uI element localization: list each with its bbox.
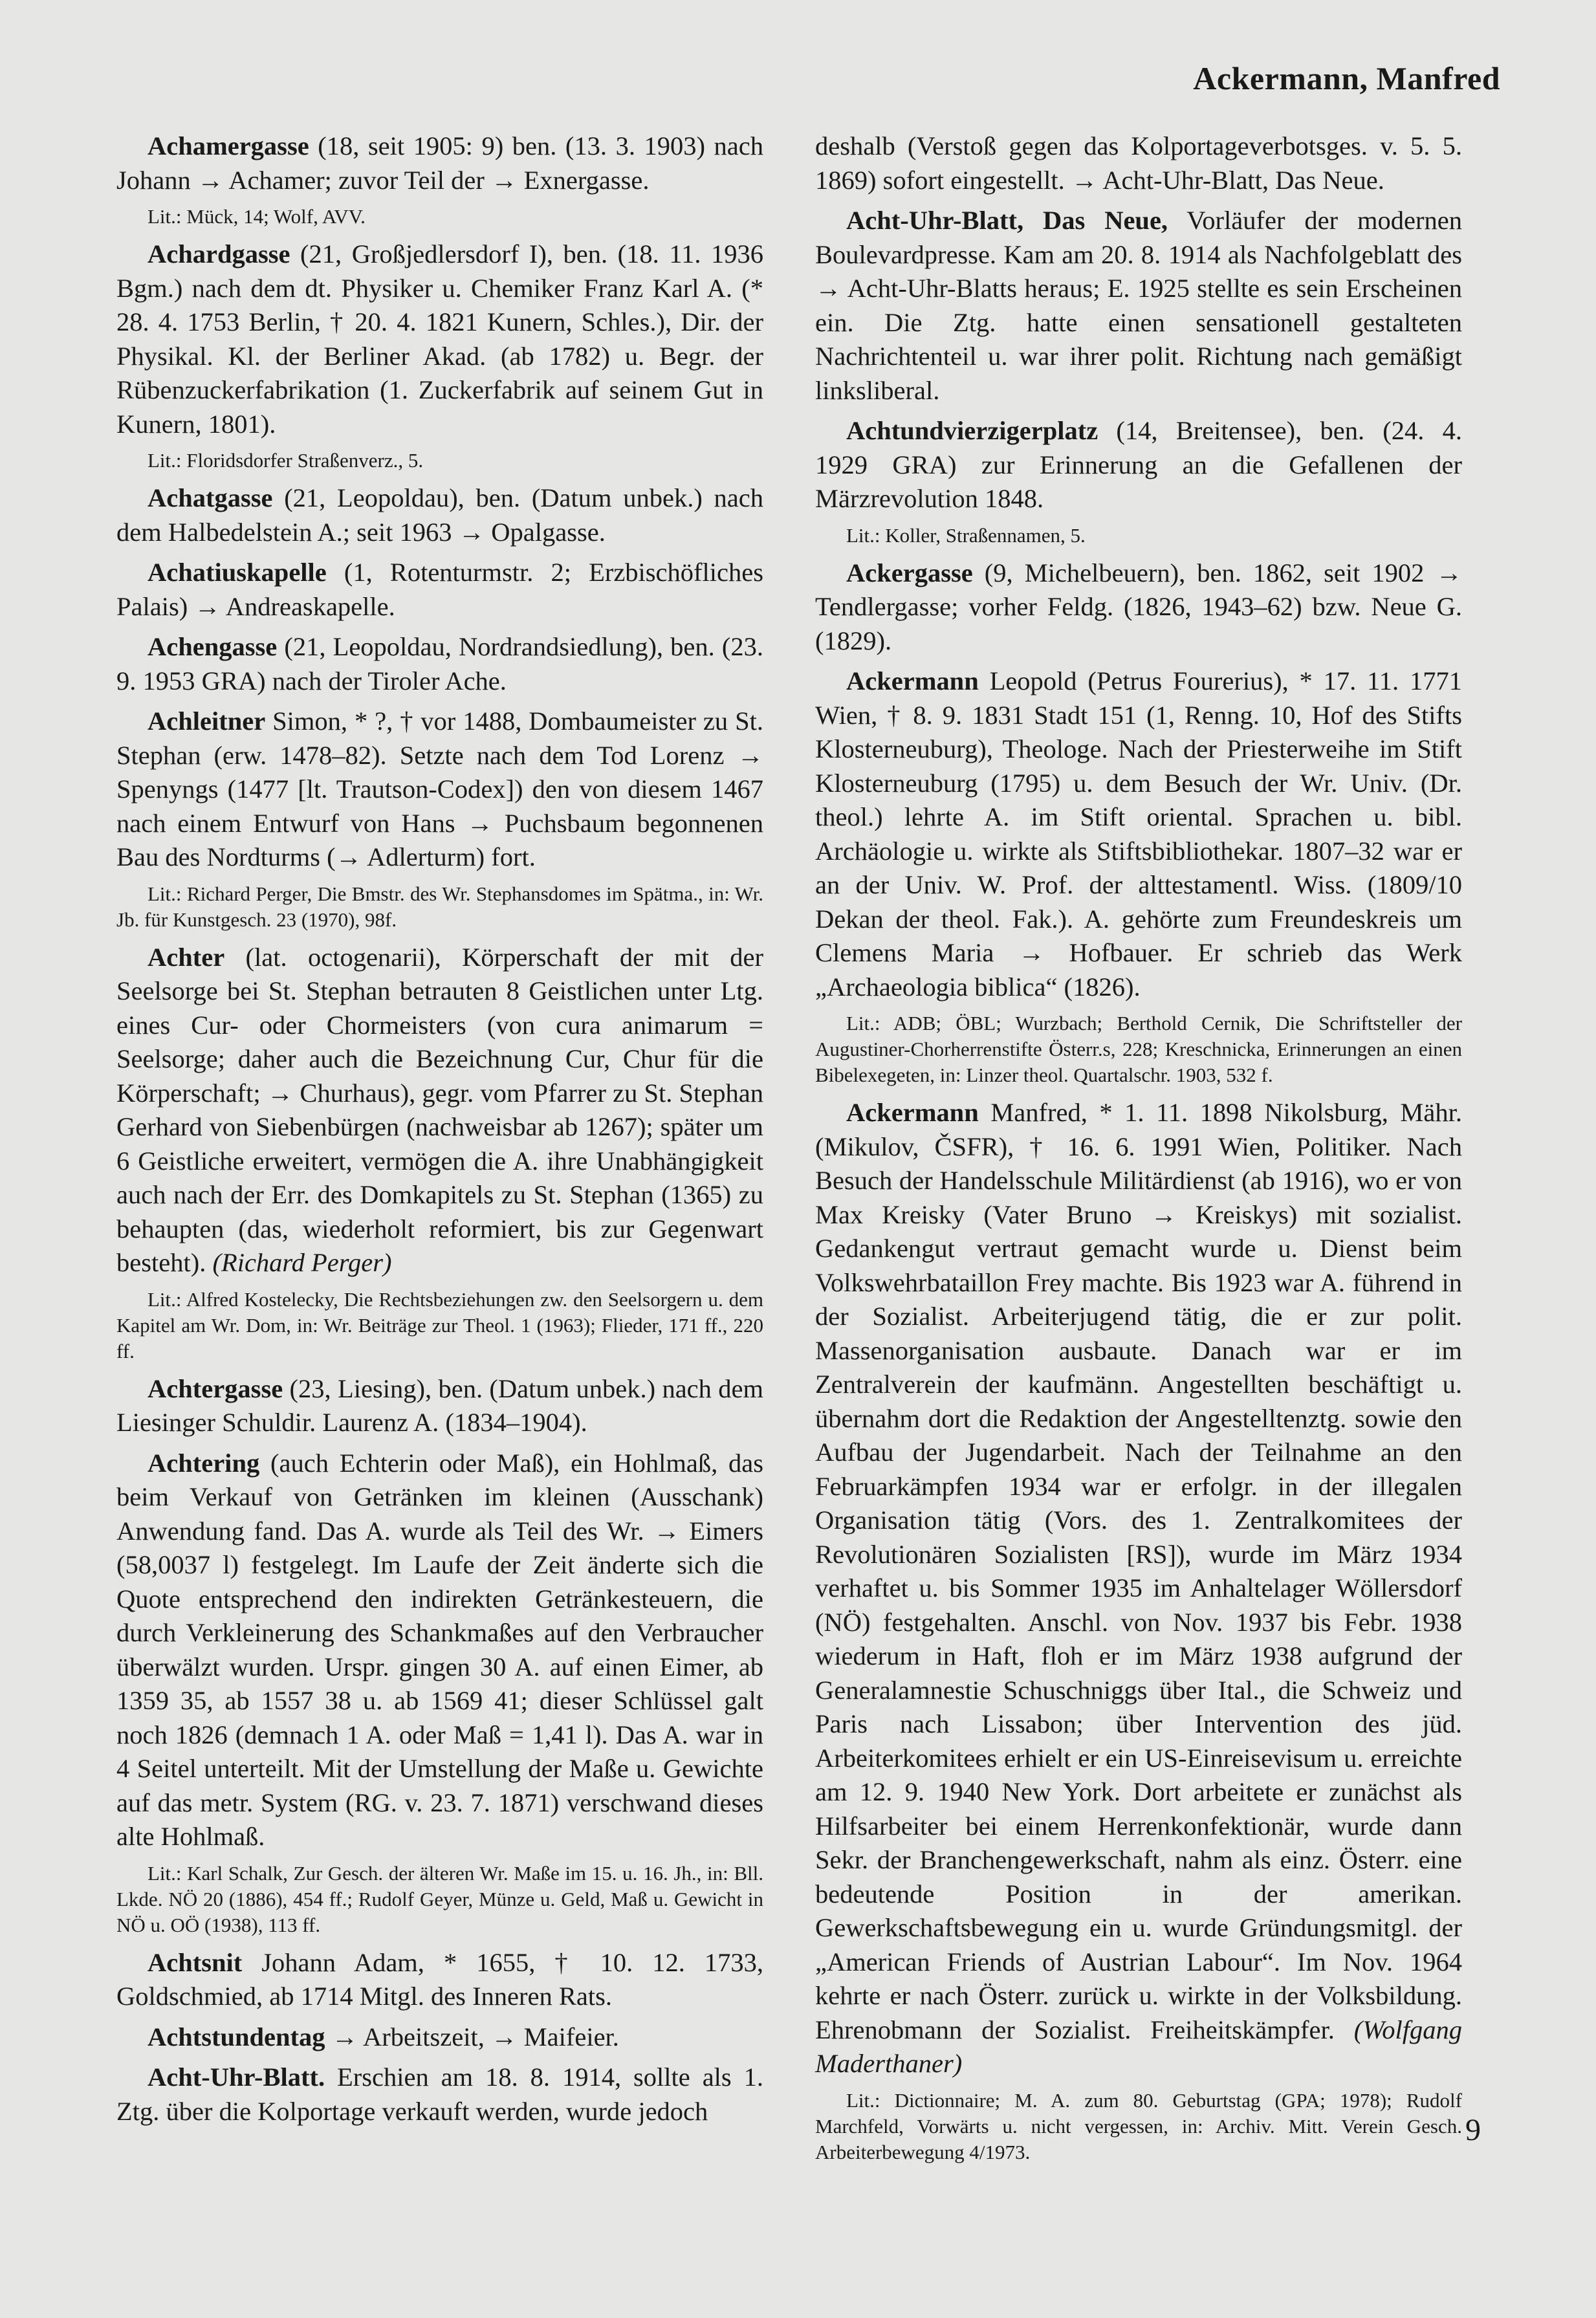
lexicon-entry (116, 1946, 763, 2014)
entry-author: (Wolfgang Maderthaner) (815, 2015, 1463, 2078)
entry-headword: Achatgasse (148, 483, 273, 512)
lexicon-entry (116, 2061, 763, 2128)
lexicon-entry (116, 1372, 763, 1440)
literature-note: Lit.: Richard Perger, Die Bmstr. des Wr. Stephansdomes im Spätma., in: Wr. Jb. für Kunstgesch. 23 (1970), 98f. (116, 882, 763, 931)
lexicon-entry (116, 705, 763, 875)
entry-headword: Achtering (148, 1448, 260, 1478)
lexicon-entry (116, 1447, 763, 1854)
lexicon-entry (116, 129, 763, 197)
entry-headword: Achtergasse (148, 1373, 283, 1403)
literature-note: Lit.: Koller, Straßennamen, 5. (846, 523, 1086, 547)
lexicon-entry (815, 414, 1462, 516)
lexicon-entry (815, 204, 1462, 408)
entry-text: (14, Breitensee), ben. (24. 4. 1929 GRA) zur Erinnerung an die Gefallenen der Märzrevolution 1848. (815, 416, 1462, 513)
entry-text: (1, Rotenturmstr. 2; Erzbischöfliches Palais) → Andreaskapelle. (116, 558, 763, 621)
lexicon-entry (815, 664, 1462, 1004)
entry-text: → Arbeitszeit, → Maifeier. (325, 2022, 619, 2051)
entry-text: Johann Adam, * 1655, † 10. 12. 1733, Goldschmied, ab 1714 Mitgl. des Inneren Rats. (116, 1947, 763, 2011)
entry-headword: Achamergasse (148, 131, 309, 160)
entry-text: (21, Leopoldau, Nordrandsiedlung), ben. (23. 9. 1953 GRA) nach der Tiroler Ache. (116, 632, 763, 695)
lexicon-entry (815, 556, 1462, 659)
entry-headword: Achtstundentag (148, 2022, 325, 2051)
entry-headword: Acht-Uhr-Blatt. (148, 2062, 325, 2092)
entry-headword: Achengasse (148, 632, 278, 661)
entry-text: (23, Liesing), ben. (Datum unbek.) nach dem Liesinger Schuldir. Laurenz A. (1834–1904). (116, 1373, 763, 1437)
entry-headword: Achleitner (148, 706, 266, 736)
running-header: Ackermann, Manfred (1193, 60, 1500, 96)
entry-text: Leopold (Petrus Fourerius), * 17. 11. 1771 Wien, † 8. 9. 1831 Stadt 151 (1, Renng. 10, Hof des Stifts Klosterneuburg), Theologe. Nach der Priesterweihe im Stift Klosterneuburg (1795) u. dem Besuch der Wr. Univ. (Dr. theol.) lehrte A. im Stift oriental. Sprachen u. bibl. Archäologie u. wirkte als Stiftsbibliothekar. 1807–32 war er an der Univ. W. Prof. der alttestamentl. Wiss. (1809/10 Dekan der theol. Fak.). A. gehörte zum Freundeskreis um Clemens Maria → Hofbauer. Er schrieb das Werk „Archaeologia biblica“ (1826). (815, 666, 1462, 1001)
literature-note: Lit.: Dictionnaire; M. A. zum 80. Geburtstag (GPA; 1978); Rudolf Marchfeld, Vorwärts u. nicht vergessen, in: Archiv. Mitt. Verein Gesch. Arbeiterbewegung 4/1973. (815, 2088, 1462, 2163)
lexicon-entry (116, 481, 763, 549)
entry-text: (21, Leopoldau), ben. (Datum unbek.) nach dem Halbedelstein A.; seit 1963 → Opalgasse. (116, 483, 763, 547)
entry-headword: Ackermann (846, 666, 979, 695)
entry-text: (auch Echterin oder Maß), ein Hohlmaß, das beim Verkauf von Getränken im kleinen (Ausschank) Anwendung fand. Das A. wurde als Teil des Wr. → Eimers (58,0037 l) festgelegt. Im Laufe der Zeit änderte sich die Quote entsprechend den indirekten Getränkesteuern, die durch Verkleinerung des Schankmaßes auf den Verbraucher überwälzt wurden. Urspr. gingen 30 A. auf einen Eimer, ab 1359 35, ab 1557 38 u. ab 1569 41; dieser Schlüssel galt noch 1826 (demnach 1 A. oder Maß = 1,41 l). Das A. war in 4 Seitel unterteilt. Mit der Umstellung der Maße u. Gewichte auf das metr. System (RG. v. 23. 7. 1871) verschwand dieses alte Hohlmaß. (116, 1448, 763, 1851)
right-column (815, 129, 1462, 2173)
literature-note: Lit.: Alfred Kostelecky, Die Rechtsbeziehungen zw. den Seelsorgern u. dem Kapitel am Wr. Dom, in: Wr. Beiträge zur Theol. 1 (1963); Flieder, 171 ff., 220 ff. (116, 1287, 763, 1362)
lexicon-entry (116, 941, 763, 1280)
entry-text: (21, Großjedlersdorf I), ben. (18. 11. 1936 Bgm.) nach dem dt. Physiker u. Chemiker Franz Karl A. (* 28. 4. 1753 Berlin, † 20. 4. 1821 Kunern, Schles.), Dir. der Physikal. Kl. der Berliner Akad. (ab 1782) u. Begr. der Rübenzuckerfabrikation (1. Zuckerfabrik auf seinem Gut in Kunern, 1801). (116, 239, 763, 439)
entry-headword: Achatiuskapelle (148, 558, 327, 587)
entry-continuation (815, 129, 1462, 197)
entry-text: Simon, * ?, † vor 1488, Dombaumeister zu St. Stephan (erw. 1478–82). Setzte nach dem Tod Lorenz → Spenyngs (1477 [lt. Trautson-Codex]) den von diesem 1467 nach einem Entwurf von Hans → Puchsbaum begonnenen Bau des Nordturms (→ Adlerturm) fort. (116, 706, 763, 871)
entry-headword: Achardgasse (148, 239, 290, 268)
entry-text: Manfred, * 1. 11. 1898 Nikolsburg, Mähr. (Mikulov, ČSFR), † 16. 6. 1991 Wien, Politiker. Nach Besuch der Handelsschule Militärdienst (ab 1916), wo er von Max Kreisky (Vater Bruno → Kreiskys) mit sozialist. Gedankengut vertraut gemacht wurde u. Dienst beim Volkswehrbataillon Frey machte. Bis 1923 war A. führend in der Sozialist. Arbeiterjugend tätig, die er zur polit. Massenorganisation ausbaute. Danach war er im Zentralverein der kaufmänn. Angestellten beschäftigt u. übernahm dort die Redaktion der Angestelltenztg. sowie den Aufbau der Jugendarbeit. Nach der Teilnahme an den Februarkämpfen 1934 war er erfolgr. in der illegalen Organisation tätig (Vors. des 1. Zentralkomitees der Revolutionären Sozialisten [RS]), wurde im März 1934 verhaftet u. bis Sommer 1935 im Anhaltelager Wöllersdorf (NÖ) festgehalten. Anschl. von Nov. 1937 bis Febr. 1938 wiederum in Haft, floh er im März 1938 aufgrund der Generalamnestie Schuschniggs über Ital., die Schweiz und Paris nach Lissabon; über Intervention des jüd. Arbeiterkomitees erhielt er ein US-Einreisevisum u. erreichte am 12. 9. 1940 New York. Dort arbeitete er zunächst als Hilfsarbeiter bei einem Herrenkonfektionär, wurde dann Sekr. der Branchengewerkschaft, nahm als einz. Österr. eine bedeutende Position in der amerikan. Gewerkschaftsbewegung ein u. wurde Gründungsmitgl. der „American Friends of Austrian Labour“. Im Nov. 1964 kehrte er nach Österr. zurück u. wirkte in der Volksbildung. Ehrenobmann der Sozialist. Freiheitskämpfer. (815, 1098, 1462, 2044)
left-column (116, 129, 763, 2135)
page-number: 9 (1465, 2113, 1481, 2147)
entry-headword: Achtundvierzigerplatz (846, 416, 1099, 445)
entry-headword: Ackermann (846, 1098, 979, 1127)
entry-text: deshalb (Verstoß gegen das Kolportageverbotsges. v. 5. 5. 1869) sofort eingestellt. → Acht-Uhr-Blatt, Das Neue. (815, 131, 1462, 195)
entry-text: Erschien am 18. 8. 1914, sollte als 1. Ztg. über die Kolportage verkauft werden, wurde jedoch (116, 2062, 763, 2126)
entry-text: Vorläufer der modernen Boulevardpresse. Kam am 20. 8. 1914 als Nachfolgeblatt des → Acht-Uhr-Blatts heraus; E. 1925 stellte es sein Erscheinen ein. Die Ztg. hatte einen sensationell gestalteten Nachrichtenteil u. war ihrer polit. Richtung nach gemäßigt linksliberal. (815, 206, 1462, 405)
lexicon-entry (116, 2020, 763, 2055)
lexicon-entry (116, 556, 763, 624)
lexicon-entry (815, 1096, 1462, 2081)
literature-note: Lit.: Floridsdorfer Straßenverz., 5. (148, 449, 424, 472)
entry-headword: Acht-Uhr-Blatt, Das Neue, (846, 206, 1168, 235)
literature-note: Lit.: Karl Schalk, Zur Gesch. der älteren Wr. Maße im 15. u. 16. Jh., in: Bll. Lkde. NÖ 20 (1886), 454 ff.; Rudolf Geyer, Münze u. Geld, Maß u. Gewicht in NÖ u. OÖ (1938), 113 ff. (116, 1861, 763, 1936)
entry-text: (9, Michelbeuern), ben. 1862, seit 1902 → Tendlergasse; vorher Feldg. (1826, 1943–62) bzw. Neue G. (1829). (815, 558, 1462, 655)
entry-text: (lat. octogenarii), Körperschaft der mit der Seelsorge bei St. Stephan betrauten 8 Geistlichen unter Ltg. eines Cur- oder Chormeisters (von cura animarum = Seelsorge; daher auch die Bezeichnung Cur, Chur für die Körperschaft; → Churhaus), gegr. vom Pfarrer zu St. Stephan Gerhard von Siebenbürgen (nachweisbar ab 1267); später um 6 Geistliche erweitert, vermögen die A. ihre Unabhängigkeit auch nach der Err. des Domkapitels zu St. Stephan (1365) zu behaupten (das, wiederholt reformiert, bis zur Gegenwart besteht). (116, 942, 763, 1277)
entry-headword: Ackergasse (846, 558, 973, 587)
entry-headword: Achtsnit (148, 1947, 243, 1977)
entry-text: (18, seit 1905: 9) ben. (13. 3. 1903) nach Johann → Achamer; zuvor Teil der → Exnergasse. (116, 131, 763, 195)
lexicon-entry (116, 630, 763, 698)
entry-author: (Richard Perger) (206, 1248, 392, 1277)
literature-note: Lit.: Mück, 14; Wolf, AVV. (148, 205, 366, 228)
lexicon-entry (116, 237, 763, 441)
literature-note: Lit.: ADB; ÖBL; Wurzbach; Berthold Cernik, Die Schriftsteller der Augustiner-Chorherrenstifte Österr.s, 228; Kreschnicka, Erinnerungen an einen Bibelexegeten, in: Linzer theol. Quartalschr. 1903, 532 f. (815, 1012, 1462, 1086)
entry-headword: Achter (148, 942, 225, 972)
